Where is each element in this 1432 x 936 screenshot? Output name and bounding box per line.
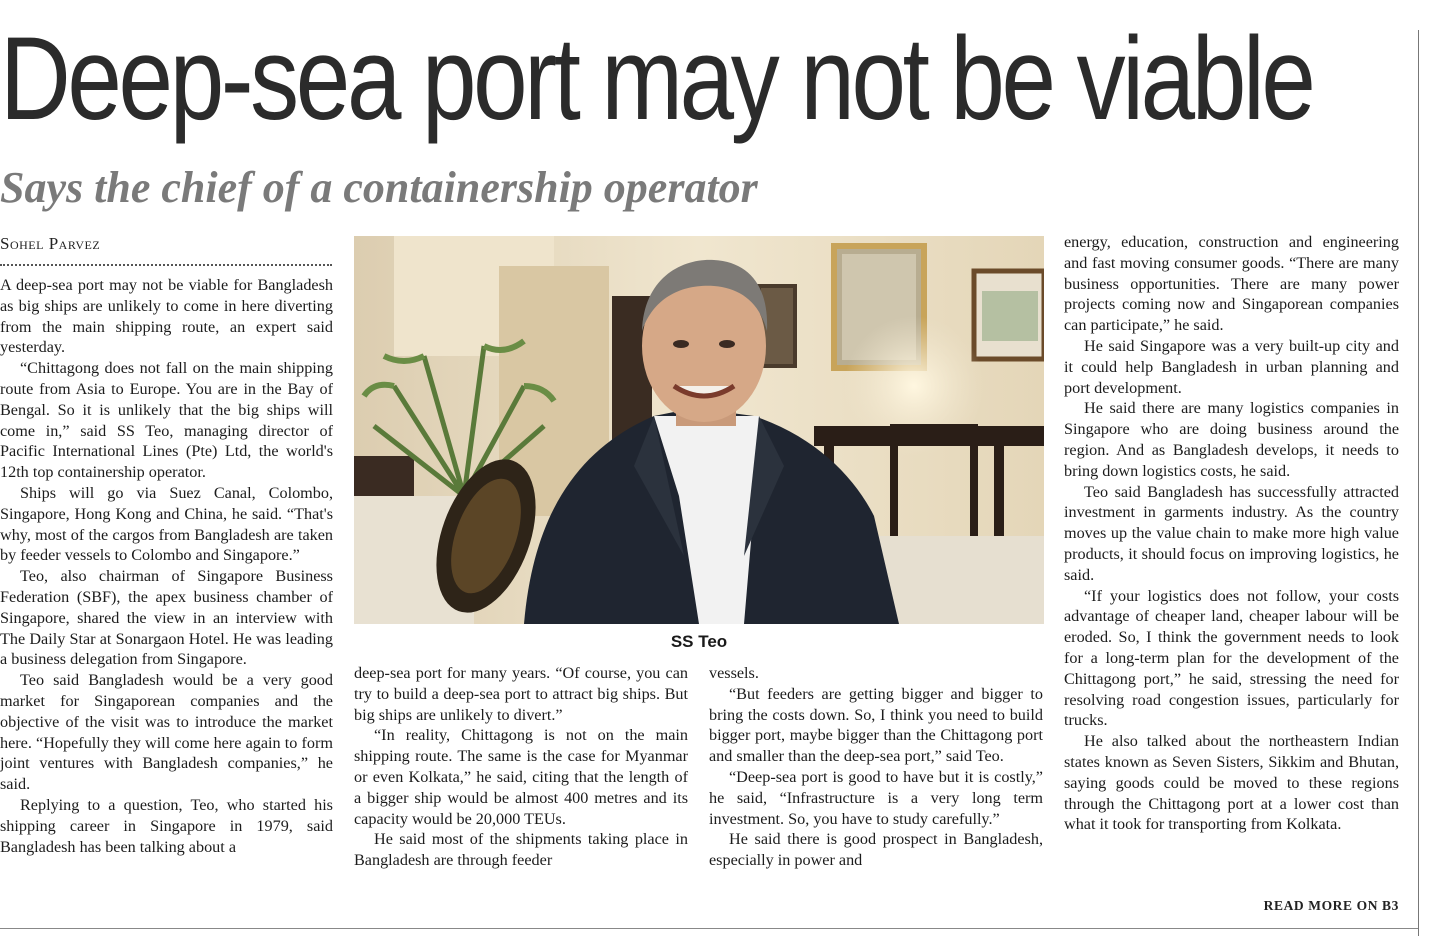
byline: Sohel Parvez: [0, 234, 101, 253]
article-column-2: [354, 663, 688, 871]
paragraph: Teo said Bangladesh has successfully attracted investment in garments industry. As the country moves up the value chain to make more high value products, it should focus on improving logistics, he said.: [1064, 482, 1399, 584]
right-column-rule: [1418, 30, 1419, 936]
subheadline: Says the chief of a containership operator: [0, 163, 758, 212]
paragraph: “If your logistics does not follow, your costs advantage of cheaper land, cheaper labour will be eroded. So, I think the government needs to look for a long-term plan for the development of the Chittagong port,” he said, stressing the need for resolving road congestion issues, particularly for trucks.: [1064, 586, 1399, 730]
paragraph: deep-sea port for many years. “Of course, you can try to build a deep-sea port to attract big ships. But big ships are unlikely to divert.”: [354, 664, 688, 724]
article-column-3: [709, 663, 1043, 871]
paragraph: vessels.: [709, 664, 759, 682]
paragraph: “Chittagong does not fall on the main shipping route from Asia to Europe. You are in the Bay of Bengal. So it is unlikely that the big ships will come in,” said SS Teo, managing director of Pacific International Lines (Pte) Ltd, the world's 12th top containership operator.: [0, 359, 333, 482]
paragraph: Replying to a question, Teo, who started his shipping career in Singapore in 1979, said Bangladesh has been talking about a: [0, 795, 333, 856]
paragraph: Teo, also chairman of Singapore Business Federation (SBF), the apex business chamber of Singapore, shared the view in an interview with The Daily Star at Sonargaon Hotel. He was leading a business delegation from Singapore.: [0, 567, 333, 669]
article-column-4: [1064, 232, 1399, 835]
bottom-rule: [0, 928, 1418, 929]
photo-caption: SS Teo: [670, 632, 728, 651]
paragraph: He also talked about the northeastern Indian states known as Seven Sisters, Sikkim and Bhutan, saying goods could be moved to these regions through the Chittagong port at a lower cost than what it took for transporting from Kolkata.: [1064, 732, 1399, 834]
paragraph: He said Singapore was a very built-up city and it could help Bangladesh in urban planning and port development.: [1064, 336, 1399, 397]
paragraph: He said there is good prospect in Bangladesh, especially in power and: [709, 830, 1043, 870]
article-column-1: [0, 275, 333, 857]
paragraph: Teo said Bangladesh would be a very good market for Singaporean companies and the objective of the visit was to introduce the market here. “Hopefully they will come here again to form joint ventures with Bangladesh companies,” he said.: [0, 671, 333, 794]
paragraph: Ships will go via Suez Canal, Colombo, Singapore, Hong Kong and China, he said. “That's why, most of the cargos from Bangladesh are taken by feeder vessels to Colombo and Singapore.”: [0, 483, 333, 565]
headline: Deep-sea port may not be viable: [0, 13, 1313, 145]
paragraph: He said most of the shipments taking place in Bangladesh are through feeder: [354, 830, 688, 870]
paragraph: “Deep-sea port is good to have but it is costly,” he said, “Infrastructure is a very long term investment. So, you have to study carefully.”: [709, 767, 1043, 828]
paragraph: “In reality, Chittagong is not on the main shipping route. The same is the case for Myanmar or even Kolkata,” he said, citing that the length of a bigger ship would be almost 400 metres and its capacity would be 20,000 TEUs.: [354, 726, 688, 828]
paragraph: A deep-sea port may not be viable for Bangladesh as big ships are unlikely to come in here diverting from the main shipping route, an expert said yesterday.: [0, 276, 333, 357]
article-photo: [354, 236, 1044, 624]
paragraph: He said there are many logistics companies in Singapore who are doing business around the region. And as Bangladesh develops, it needs to bring down logistics costs, he said.: [1064, 399, 1399, 480]
paragraph: “But feeders are getting bigger and bigger to bring the costs down. So, I think you need to build bigger port, maybe bigger than the Chittagong port and smaller than the deep-sea port,” said Teo.: [709, 684, 1043, 766]
read-more-link[interactable]: READ MORE ON B3: [1263, 898, 1399, 913]
paragraph: energy, education, construction and engineering and fast moving consumer goods. “There are many business opportunities. There are many power projects coming now and Singaporean companies can participate,” he said.: [1064, 233, 1399, 335]
byline-divider: [0, 264, 332, 266]
